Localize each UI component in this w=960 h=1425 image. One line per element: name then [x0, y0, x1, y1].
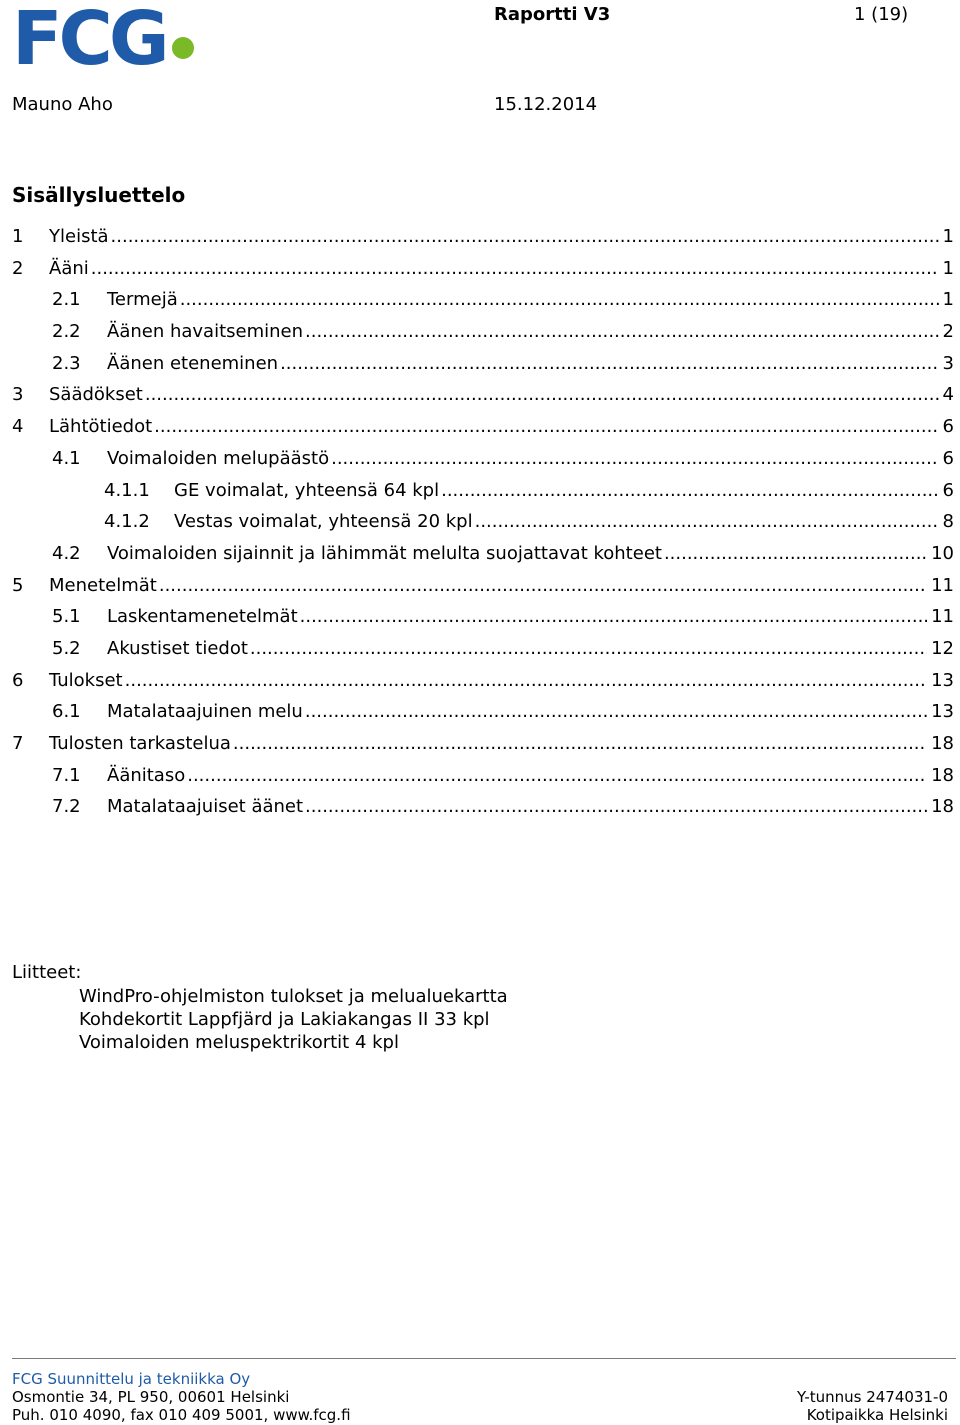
toc-entry-title: Tulosten tarkastelua — [49, 733, 231, 754]
toc-dot-leader — [145, 382, 939, 408]
toc-entry-title: Äänen havaitseminen — [107, 321, 304, 343]
toc-entry[interactable] — [12, 604, 954, 636]
toc-entry-page: 6 — [942, 416, 954, 438]
toc-dot-leader — [250, 636, 927, 662]
toc-entry[interactable] — [12, 668, 954, 700]
toc-entry-page: 6 — [942, 479, 954, 501]
toc-entry[interactable] — [12, 731, 954, 763]
toc-entry[interactable] — [12, 699, 954, 731]
toc-entry-title: GE voimalat, yhteensä 64 kpl — [174, 479, 440, 501]
toc-dot-leader — [154, 414, 938, 440]
toc-entry[interactable] — [12, 763, 954, 795]
toc-entry-page: 2 — [942, 321, 954, 343]
toc-entry-page: 8 — [942, 511, 954, 533]
toc-entry-title: Termejä — [107, 289, 178, 311]
toc-dot-leader — [305, 699, 927, 725]
toc-entry-page: 18 — [931, 733, 954, 754]
toc-entry-number: 7 — [12, 733, 24, 754]
toc-entry-number: 1 — [12, 226, 24, 247]
toc-entry-number: 4.2 — [52, 542, 81, 564]
toc-entry-title: Matalataajuinen melu — [107, 701, 303, 723]
toc-entry-number: 7.1 — [52, 764, 81, 786]
toc-entry[interactable] — [12, 351, 954, 383]
toc-entry-title: Voimaloiden sijainnit ja lähimmät melulta suojattavat kohteet — [107, 542, 662, 564]
toc-entry-page: 11 — [931, 574, 954, 596]
toc-entry-title: Matalataajuiset äänet — [107, 796, 304, 818]
toc-entry-page: 1 — [942, 257, 954, 279]
attachment-item: WindPro-ohjelmiston tulokset ja melualuekartta — [79, 986, 508, 1007]
toc-dot-leader — [441, 478, 938, 504]
logo-text: FCG — [12, 4, 166, 68]
toc-entry-title: Äänitaso — [107, 764, 186, 786]
toc-entry[interactable] — [12, 382, 954, 414]
toc-dot-leader — [305, 794, 927, 820]
toc-dot-leader — [475, 509, 939, 535]
toc-entry-title: Voimaloiden melupäästö — [107, 447, 330, 469]
toc-entry-number: 5.1 — [52, 606, 81, 628]
toc-entry[interactable] — [12, 256, 954, 288]
toc-dot-leader — [180, 287, 939, 313]
document-date: 15.12.2014 — [494, 94, 598, 115]
footer-divider — [12, 1358, 956, 1359]
toc-dot-leader — [331, 446, 938, 472]
toc-entry-title: Lähtötiedot — [49, 416, 153, 438]
toc-entry-title: Tulokset — [49, 669, 123, 691]
toc-entry[interactable] — [12, 446, 954, 478]
attachments-label: Liitteet: — [12, 962, 82, 983]
toc-entry-title: Yleistä — [49, 226, 109, 247]
toc-entry-title: Menetelmät — [49, 574, 157, 596]
toc-entry[interactable] — [12, 573, 954, 605]
toc-entry-number: 2.2 — [52, 321, 81, 343]
toc-dot-leader — [300, 604, 927, 630]
toc-entry-title: Äänen eteneminen — [107, 352, 279, 374]
attachment-item: Voimaloiden meluspektrikortit 4 kpl — [79, 1032, 399, 1053]
toc-dot-leader — [187, 763, 927, 789]
toc-entry-page: 13 — [931, 701, 954, 723]
toc-entry-title: Säädökset — [49, 384, 143, 406]
toc-entry-page: 6 — [942, 447, 954, 469]
toc-entry-number: 4 — [12, 416, 24, 438]
toc-entry-page: 10 — [931, 542, 954, 564]
toc-entry-number: 6.1 — [52, 701, 81, 723]
toc-entry[interactable] — [12, 636, 954, 668]
toc-dot-leader — [233, 731, 927, 757]
toc-entry-title: Akustiset tiedot — [107, 637, 248, 659]
table-of-contents — [12, 224, 954, 826]
toc-entry-number: 2.1 — [52, 289, 81, 311]
toc-dot-leader — [125, 668, 927, 694]
footer-business-id: Y-tunnus 2474031-0 — [796, 1388, 948, 1406]
toc-entry[interactable] — [12, 224, 954, 256]
toc-dot-leader — [91, 256, 939, 282]
toc-dot-leader — [159, 573, 927, 599]
fcg-logo — [12, 4, 202, 68]
toc-entry-number: 6 — [12, 669, 24, 691]
toc-entry-page: 4 — [942, 384, 954, 406]
attachment-item: Kohdekortit Lappfjärd ja Lakiakangas II 33 kpl — [79, 1009, 490, 1030]
toc-entry-page: 12 — [931, 637, 954, 659]
toc-entry[interactable] — [12, 319, 954, 351]
toc-entry-title: Ääni — [49, 257, 89, 279]
toc-entry-page: 18 — [931, 796, 954, 818]
toc-entry-number: 4.1 — [52, 447, 81, 469]
toc-entry-number: 4.1.2 — [104, 511, 150, 533]
toc-entry-page: 13 — [931, 669, 954, 691]
toc-entry-number: 5.2 — [52, 637, 81, 659]
toc-entry-number: 3 — [12, 384, 24, 406]
attachments-list — [79, 985, 508, 1054]
toc-entry-number: 7.2 — [52, 796, 81, 818]
toc-entry[interactable] — [12, 287, 954, 319]
toc-entry-page: 3 — [942, 352, 954, 374]
toc-entry[interactable] — [12, 414, 954, 446]
toc-entry[interactable] — [12, 794, 954, 826]
footer-address: Osmontie 34, PL 950, 00601 Helsinki — [12, 1388, 290, 1406]
toc-entry-page: 18 — [931, 764, 954, 786]
footer-contact: Puh. 010 4090, fax 010 409 5001, www.fcg.fi — [12, 1406, 351, 1424]
toc-entry-number: 2.3 — [52, 352, 81, 374]
toc-heading: Sisällysluettelo — [12, 183, 186, 207]
page-indicator: 1 (19) — [854, 4, 909, 25]
logo-green-dot — [172, 37, 194, 59]
toc-entry-page: 1 — [942, 226, 954, 247]
footer-domicile: Kotipaikka Helsinki — [806, 1406, 948, 1424]
toc-dot-leader — [280, 351, 938, 377]
toc-entry-page: 11 — [931, 606, 954, 628]
toc-entry-number: 5 — [12, 574, 24, 596]
toc-entry[interactable] — [12, 478, 954, 510]
toc-entry[interactable] — [12, 541, 954, 573]
toc-dot-leader — [111, 224, 939, 250]
footer-company: FCG Suunnittelu ja tekniikka Oy — [12, 1370, 251, 1388]
toc-dot-leader — [305, 319, 939, 345]
document-title: Raportti V3 — [494, 4, 611, 25]
toc-entry-title: Vestas voimalat, yhteensä 20 kpl — [174, 511, 473, 533]
toc-entry[interactable] — [12, 509, 954, 541]
toc-entry-number: 4.1.1 — [104, 479, 150, 501]
toc-entry-page: 1 — [942, 289, 954, 311]
author-name: Mauno Aho — [12, 94, 113, 115]
toc-entry-title: Laskentamenetelmät — [107, 606, 298, 628]
toc-entry-number: 2 — [12, 257, 24, 279]
toc-dot-leader — [664, 541, 927, 567]
